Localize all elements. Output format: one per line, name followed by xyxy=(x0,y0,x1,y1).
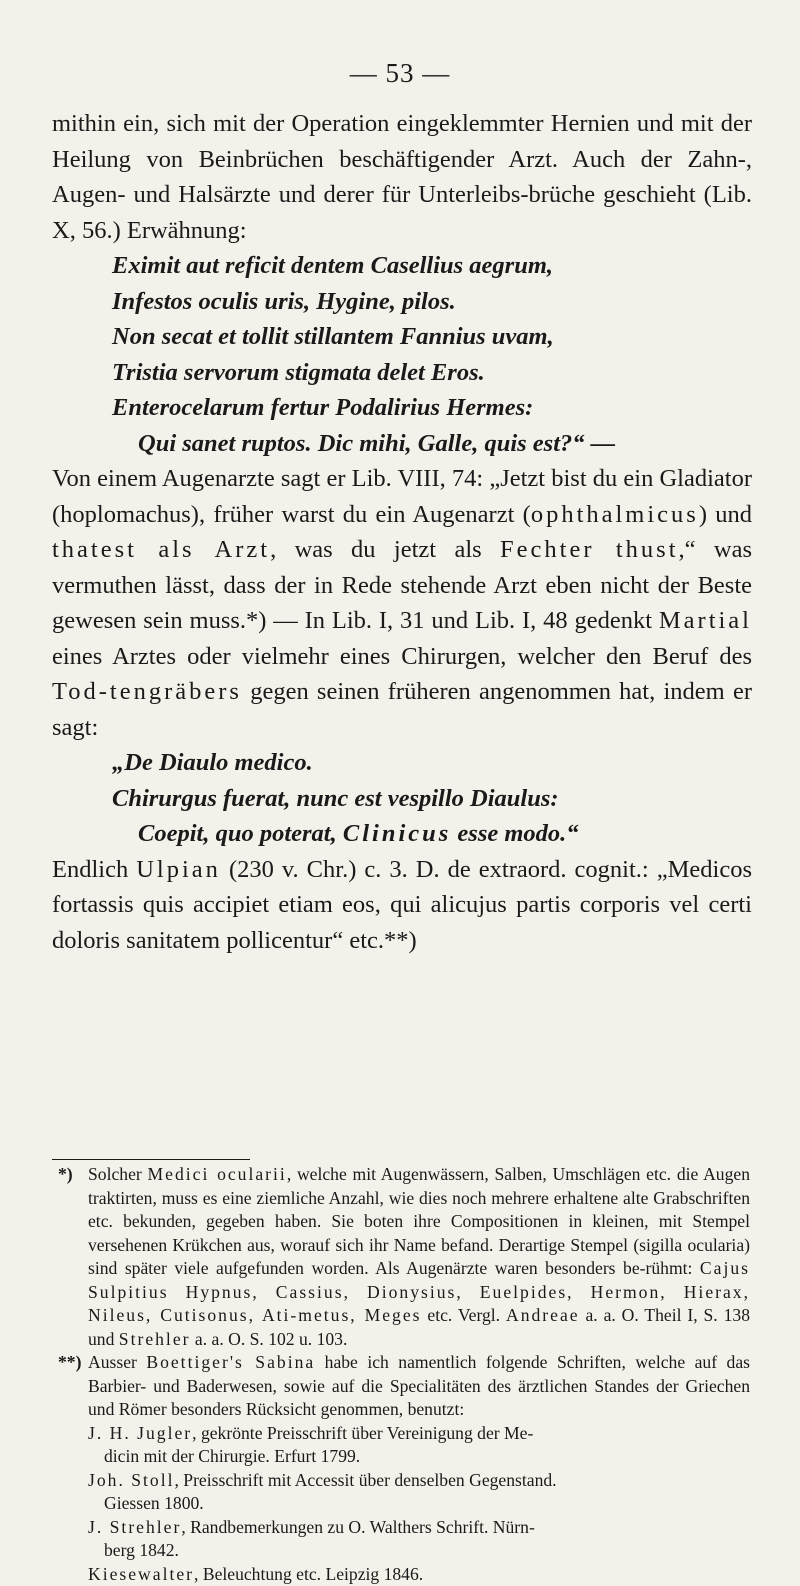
reference-text: , gekrönte Preisschrift über Vereinigung der Me- xyxy=(192,1423,533,1443)
footnote-1 xyxy=(58,1163,750,1351)
reference-text: , Beleuchtung etc. Leipzig 1846. xyxy=(194,1564,423,1584)
text-run: a. a. O. S. 102 u. 103. xyxy=(191,1329,348,1349)
verse-line: Qui sanet ruptos. Dic mihi, Galle, quis est?“ — xyxy=(52,426,752,462)
text-run: Solcher xyxy=(88,1164,148,1184)
text-run: Coepit, quo poterat, xyxy=(138,820,343,847)
text-run: Endlich xyxy=(52,856,136,883)
text-run: a. a. O. Theil I, S. 138 und xyxy=(88,1305,750,1349)
reference-entry xyxy=(58,1563,750,1586)
paragraph-3 xyxy=(52,852,752,959)
verse-line xyxy=(52,816,752,852)
footnote-2 xyxy=(58,1351,750,1422)
spaced-name: Andreae xyxy=(506,1305,580,1325)
verse-line: Eximit aut reficit dentem Casellius aegrum, xyxy=(52,248,752,284)
text-run: etc. Vergl. xyxy=(422,1305,506,1325)
verse-quote-2 xyxy=(52,745,752,852)
verse-line: Tristia servorum stigmata delet Eros. xyxy=(52,355,752,391)
reference-text: , Preisschrift mit Accessit über denselben Gegenstand. xyxy=(174,1470,556,1490)
spaced-term: Tod-tengräbers xyxy=(52,678,242,705)
verse-line: Enterocelarum fertur Podalirius Hermes: xyxy=(52,390,752,426)
spaced-term: ophthalmicus xyxy=(531,501,699,528)
main-text xyxy=(52,106,752,958)
spaced-term: Medici ocularii xyxy=(148,1164,287,1184)
verse-line: Non secat et tollit stillantem Fannius uvam, xyxy=(52,319,752,355)
verse-line: Infestos oculis uris, Hygine, pilos. xyxy=(52,284,752,320)
reference-entry xyxy=(58,1422,750,1469)
reference-author: Kiesewalter xyxy=(88,1564,194,1584)
reference-author: J. H. Jugler xyxy=(88,1423,192,1443)
reference-entry xyxy=(58,1469,750,1516)
text-run: , welche mit Augenwässern, Salben, Umschlägen etc. die Augen traktirten, muss es eine ziemliche Anzahl, wie dies noch mehrere erhaltene alte Grabschriften etc. bekunden, gegeben haben. Sie boten ihre Compositionen in kleinen, mit Stempel versehenen Krükchen aus, worauf sich ihr Name befand. Derartige Stempel (sigilla ocularia) sind später viele aufgefunden worden. Als Augenärzte waren besonders be-rühmt: xyxy=(88,1164,750,1278)
verse-quote-1 xyxy=(52,248,752,461)
paragraph-1: mithin ein, sich mit der Operation eingeklemmter Hernien und mit der Heilung von Beinbrüchen beschäftigender Arzt. Auch der Zahn-, Augen- und Halsärzte und derer für Unterleibs-brüche geschieht (Lib. X, 56.) Erwähnung: xyxy=(52,106,752,248)
paragraph-2 xyxy=(52,461,752,745)
spaced-names: Cajus Sulpitius Hypnus, Cassius, Dionysius, Euelpides, Hermon, Hierax, Nileus, Cutisonus, Ati-metus, Meges xyxy=(88,1258,750,1325)
reference-text: , Randbemerkungen zu O. Walthers Schrift. Nürn- xyxy=(181,1517,534,1537)
reference-author: Joh. Stoll xyxy=(88,1470,174,1490)
spaced-term: thatest als Arzt xyxy=(52,536,270,563)
text-run: (230 v. Chr.) c. 3. D. de extraord. cognit.: „Medicos fortassis quis accipiet etiam eos, qui alicujus partis corporis vel certi doloris sanitatem pollicentur“ etc.**) xyxy=(52,856,752,954)
footnote-marker: *) xyxy=(58,1163,73,1187)
footnotes xyxy=(58,1163,750,1586)
spaced-name: Martial xyxy=(659,607,752,634)
verse-line: „De Diaulo medico. xyxy=(52,745,752,781)
verse-line: Chirurgus fuerat, nunc est vespillo Diaulus: xyxy=(52,781,752,817)
footnote-marker: **) xyxy=(58,1351,81,1375)
text-run: Ausser xyxy=(88,1352,146,1372)
footnote-divider xyxy=(52,1159,250,1160)
spaced-term: Fechter thust xyxy=(500,536,678,563)
page-number: — 53 — xyxy=(0,58,800,89)
reference-continuation: berg 1842. xyxy=(88,1539,750,1563)
text-run: ) und xyxy=(699,501,752,528)
text-run: esse modo.“ xyxy=(451,820,578,847)
spaced-name: Ulpian xyxy=(136,856,221,883)
reference-continuation: Giessen 1800. xyxy=(88,1492,750,1516)
text-run: habe ich namentlich folgende Schriften, welche auf das Barbier- und Baderwesen, sowie auf die Specialitäten des ärztlichen Standes der Griechen und Römer besonders Rücksicht genommen, benutzt: xyxy=(88,1352,750,1419)
spaced-name: Boettiger's Sabina xyxy=(146,1352,315,1372)
text-run: , was du jetzt als xyxy=(270,536,500,563)
reference-entry xyxy=(58,1516,750,1563)
spaced-name: Strehler xyxy=(119,1329,191,1349)
text-run: gegen seinen früheren angenommen hat, indem er sagt: xyxy=(52,678,752,741)
spaced-term: Clinicus xyxy=(343,820,451,847)
text-run: ,“ was vermuthen lässt, dass der in Rede stehende Arzt eben nicht der Beste gewesen sein muss.*) — In Lib. I, 31 und Lib. I, 48 gedenkt xyxy=(52,536,752,634)
text-run: eines Arztes oder vielmehr eines Chirurgen, welcher den Beruf des xyxy=(52,643,752,670)
reference-continuation: dicin mit der Chirurgie. Erfurt 1799. xyxy=(88,1445,750,1469)
reference-author: J. Strehler xyxy=(88,1517,181,1537)
text-run: Von einem Augenarzte sagt er Lib. VIII, 74: „Jetzt bist du ein Gladiator (hoplomachus), früher warst du ein Augenarzt ( xyxy=(52,465,752,528)
